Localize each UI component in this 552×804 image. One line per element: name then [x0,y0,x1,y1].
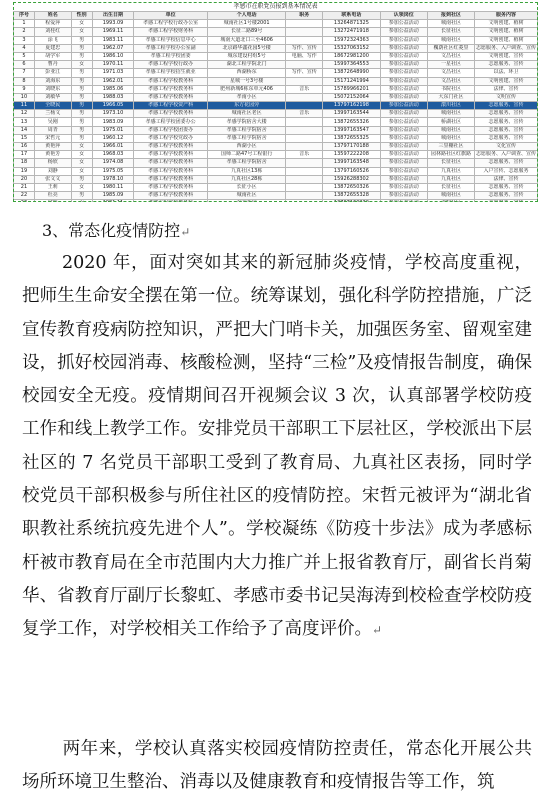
table-row [14,93,538,101]
table-cell: 澴川社区 [427,102,474,110]
table-cell: 刘桂红 [34,28,71,36]
table-row [14,200,538,202]
table-cell: 孝感工程学校财务科 [134,28,207,36]
table-row [14,28,538,36]
table-cell: 文明创建、宣传 [475,52,538,60]
table-cell [286,118,323,126]
table-cell: 孝感工程学校办公室副 [134,44,207,52]
table-cell: 湖北工程学院北门 [207,61,286,69]
table-cell [475,200,538,202]
table-cell: 男 [71,93,92,101]
table-cell: 文昌社区 [427,77,474,85]
table-cell: 15972324363 [323,36,381,44]
table-cell: 参加公益活动 [380,110,427,118]
table-cell: 13797162198 [323,102,381,110]
table-cell: 志愿服务、入户调查、宣传 [476,151,537,158]
table-cell: 13 [14,118,35,126]
table-cell: 刘海东 [34,77,71,85]
table-cell: 15 [14,134,35,142]
table-cell: 城南社区 [427,126,474,134]
table-cell: 15072152064 [323,93,381,101]
table-row [14,61,538,69]
table-cell: 1983.11 [92,36,134,44]
table-cell: 男 [71,52,92,60]
table-cell: 男 [71,85,92,93]
table-cell: 志愿服务、宣传 [475,102,538,110]
table-cell: 音乐 [286,151,323,159]
table-cell: 文化宣传 [475,143,538,151]
paragraph-mark: ↵ [372,623,383,638]
table-cell [286,77,323,85]
table-cell: 写作、宣传 [286,69,323,77]
table-cell: 电脑、写作 [286,52,323,60]
table-cell: 1978.10 [92,175,134,183]
table-cell [286,20,323,28]
table-cell: 1985.06 [92,85,134,93]
section-heading: 3、常态化疫情防控↵ [42,221,191,240]
table-cell [286,134,323,142]
table-cell: 15789966201 [323,85,381,93]
table-cell: 参加公益活动 [380,192,427,200]
table-cell: 18 [14,159,35,167]
table-row [14,52,538,60]
table-row [14,69,538,77]
table-cell: 男 [71,134,92,142]
table-cell: 1975.05 [92,167,134,175]
table-cell: 1993.09 [92,20,134,28]
table-cell: 孝感工程学校教务科 [134,192,207,200]
table-cell: 1980.11 [92,183,134,191]
table-cell: 写作、宣传 [286,44,323,52]
table-cell [286,61,323,69]
table-header-row [14,12,538,20]
table-cell: 男 [71,44,92,52]
table-cell: 男 [71,69,92,77]
table-cell: 1962.01 [92,77,134,85]
table-cell: 1975.01 [92,126,134,134]
table-cell: 志愿服务、入户调查、宣传 [476,44,537,51]
table-cell: 孝感工程学校行政办公室 [134,20,207,28]
table-cell: 13872655328 [323,192,381,200]
paragraph-1: 2020 年，面对突如其来的新冠肺炎疫情，学校高度重视，把师生生命安全摆在第一位。统筹谋划，强化科学防控措施，广泛宣传教育疫病防控知识，严把大门哨卡关，加强医务室、留观室建设，抓好校园消毒、核酸检测，坚持“三检”及疫情报告制度，确保校园安全无疫。疫情期间召开视频会议 3 次，认真部署学校防疫工作和线上教学工作。安排党员干部职工下层社区，学校派出下层社区的 7 名党员干部职工受到了教育局、九真社区表扬，同时学校党员干部积极参与所住社区的疫情防控。宋哲元被评为“湖北省职教社系统抗疫先进个人”。学校凝练《防疫十步法》成为孝感标杆被市教育局在全市范围内大力推广并上报省教育厅，副省长肖菊华、省教育厅副厅长黎虹、孝感市委书记吴海涛到校检查学校防疫复学工作，对学校相关工作给予了高度评价。↵ [22,253,532,640]
table-cell [286,159,323,167]
table-row [14,159,538,167]
table-cell: 13597222208 [323,151,381,159]
column-header: 单位 [134,12,207,20]
table-cell: 王莉 [34,183,71,191]
table-cell: 文明创建、植树 [475,20,538,28]
table-cell: 13797170188 [323,143,381,151]
table-row [14,134,538,142]
table-cell: 全晓民 [34,102,71,110]
table-cell: 九真社区 [427,167,474,175]
table-cell: 孝感工程学校教务科 [134,93,207,101]
column-header: 联系电话 [323,12,381,20]
table-cell: 1986.10 [92,52,134,60]
table-cell: 园林路社区红旗路 [427,151,474,159]
table-cell: 参加公益活动 [380,126,427,134]
table-cell: 19 [14,167,35,175]
table-cell: 志愿服务、宣传 [475,183,538,191]
table-cell: 1974.08 [92,159,134,167]
table-cell: 九真社区28栋 [207,175,286,183]
column-header: 出生日期 [92,12,134,20]
table-cell: 参加公益活动 [380,175,427,183]
table-cell [286,167,323,175]
table-cell: 女 [71,61,92,69]
table-cell: 胡学军 [34,52,71,60]
table-cell: 孝感工程学校信息中心 [134,36,207,44]
table-row [14,126,538,134]
table-cell: 13997163548 [323,159,381,167]
table-cell: 音乐 [286,85,323,93]
table-cell: 城南社区 [427,110,474,118]
table-cell: 志愿服务、宣传 [475,159,538,167]
column-header: 个人电话 [207,12,286,20]
table-cell: 大东门社区 [427,93,474,101]
table-cell: 孝感工程学校教务科 [134,151,207,159]
table-row [14,192,538,200]
table-cell: 女 [71,151,92,159]
table-cell: 参加公益活动 [380,167,427,175]
table-cell: 15171241994 [323,77,381,85]
table-row [14,110,538,118]
table-cell: 肥州新城6栋东单元406 [207,85,286,93]
table-cell: 参加公益活动 [380,69,427,77]
table-cell: 13272471918 [323,28,381,36]
table-cell: 曹丹 [34,61,71,69]
table-cell: 男 [71,77,92,85]
table-cell: 男 [71,36,92,44]
table-cell [286,126,323,134]
table-cell: 三里棚社区 [427,143,474,151]
table-cell: 16 [14,143,35,151]
table-cell: 女 [71,28,92,36]
table-cell: 兰杨文 [34,110,71,118]
table-row [14,44,538,52]
table-row [14,118,538,126]
table-cell: 城南社区 [427,36,474,44]
table-cell: 13997163547 [323,126,381,134]
table-cell: 文明创建、植树 [475,36,538,44]
table-cell: 孝感工程学校教务科 [134,77,207,85]
table-cell: 女 [71,159,92,167]
table-cell: 一星社区 [427,61,474,69]
table-cell: 音乐 [286,110,323,118]
table-cell: 文昌社区 [427,52,474,60]
table-cell: 1970.11 [92,61,134,69]
table-cell: 槐荫社区红菱里 [427,44,474,52]
table-cell: 参加公益活动 [380,134,427,142]
column-header: 序号 [14,12,35,20]
table-cell: 黄艳芳 [34,151,71,159]
table-cell: 城南社区1号楼2001 [207,20,286,28]
table-cell: 22 [14,192,35,200]
table-cell: 4 [14,44,35,52]
paragraph-mark: ↵ [180,225,191,239]
table-cell: 1966.01 [92,143,134,151]
table-cell: 程爱萍 [34,20,71,28]
table-cell: 刘晓东 [34,85,71,93]
table-cell: 星城一号3号楼 [207,77,286,85]
table-cell: 孝感工程学校团委 [134,52,207,60]
table-cell: 孝感工程学校教务科 [134,175,207,183]
table-cell: 参加公益活动 [380,102,427,110]
table-cell: 文明宣传 [475,93,538,101]
table-cell: 6 [14,61,35,69]
table-cell [286,183,323,191]
table-cell: 孝感工程学校团委办 [134,126,207,134]
column-header: 性别 [71,12,92,20]
embedded-spreadsheet-image [13,2,538,202]
table-cell: 孝感工程学校招生就业 [134,69,207,77]
table-cell [286,200,323,202]
table-cell: 参加公益活动 [380,93,427,101]
table-row [14,77,538,85]
table-cell: 14 [14,126,35,134]
table-cell: 城南社区老区 [207,110,286,118]
table-cell: 12 [14,110,35,118]
table-cell [286,102,323,110]
column-header: 报到社区 [427,12,474,20]
table-cell: 吴刚 [34,118,71,126]
column-header: 服务内容 [475,12,538,20]
table-row [14,183,538,191]
table-cell: 入户宣传、志愿服务 [475,167,538,175]
table-cell: 志愿服务、宣传 [475,110,538,118]
table-cell: 1966.05 [92,102,134,110]
table-cell: 志愿服务、宣传 [475,118,538,126]
table-cell: 参加公益活动 [380,77,427,85]
table-cell: 10 [14,93,35,101]
table-cell: 8 [14,77,35,85]
table-cell: 志愿服务、宣传 [475,126,538,134]
table-cell: 文昌社区 [427,69,474,77]
party-member-table [13,11,538,202]
table-cell [323,200,381,202]
table-cell: 国师二路47号工程银行 [207,151,286,159]
table-cell: 九真社区13栋 [207,167,286,175]
table-cell: 1971.03 [92,69,134,77]
table-cell: 1 [14,20,35,28]
table-cell: 孝感学院宿舍大楼 [207,118,286,126]
column-header: 认领岗位 [380,12,427,20]
table-cell: 刘静 [34,167,71,175]
column-header: 姓名 [34,12,71,20]
table-cell: 桥湖社区 [427,118,474,126]
table-cell: 男 [71,102,92,110]
table-cell: 18672981200 [323,52,381,60]
table-cell: 13264871325 [323,20,381,28]
table-cell: 15997364553 [323,61,381,69]
table-cell: 参加公益活动 [380,143,427,151]
table-cell: 参加公益活动 [380,36,427,44]
table-cell: 9 [14,85,35,93]
table-cell: 女 [71,167,92,175]
table-cell: 杨欣 [34,159,71,167]
table-cell: 11 [14,102,35,110]
table-cell: 西湖小区 [207,143,286,151]
table-cell: 参加公益活动 [380,151,427,159]
table-cell: 7 [14,69,35,77]
table-cell: 城东建设村组5号 [207,52,286,60]
table-cell: 法律、宣传 [475,85,538,93]
table-cell: 男 [71,175,92,183]
table-cell [286,36,323,44]
table-cell: 男 [71,110,92,118]
table-row [14,175,538,183]
table-cell: 17 [14,151,35,159]
table-cell: 志愿服务、宣传 [475,134,538,142]
table-cell: 城南社区 [207,192,286,200]
sheet-title: 孝感市在职党员报到基本情况表 [233,3,318,10]
table-cell: 城南大道北口三至4606 [207,36,286,44]
table-cell: 长征二路89号 [207,28,286,36]
table-cell: 长征社区 [427,159,474,167]
table-row [14,36,538,44]
table-cell: 男 [71,126,92,134]
table-cell: 参加公益活动 [380,28,427,36]
table-cell: 男 [71,118,92,126]
table-cell: 志愿服务、宣传 [475,192,538,200]
table-cell: 孝感工程学校教务科 [134,159,207,167]
table-cell: 13872655325 [323,134,381,142]
table-row [14,143,538,151]
table-cell: 孝感工程学校行政办 [134,61,207,69]
table-cell: 1988.03 [92,93,134,101]
table-cell [207,200,286,202]
table-cell: 孝感工程学校教务科 [134,167,207,175]
table-cell: 孝感工程学院宿舍 [207,159,286,167]
table-row [14,85,538,93]
table-cell: 15327063152 [323,44,381,52]
table-cell: 城南社区 [427,134,474,142]
table-cell: 参加公益活动 [380,20,427,28]
table-cell: 孝感工程学院宿舍 [207,126,286,134]
table-cell: 法律、宣传 [475,175,538,183]
table-cell: 1960.12 [92,134,134,142]
table-row [14,20,538,28]
table-cell: 孝感工程学校教务科 [134,143,207,151]
table-cell: 女 [71,183,92,191]
table-cell: 北京路华鑫花园5号楼 [207,44,286,52]
table-cell: 孝南小区 [207,93,286,101]
table-cell: 5 [14,52,35,60]
table-cell: 孝感工程学校教务科 [134,110,207,118]
table-cell: 孝感工程学院宿舍 [207,134,286,142]
table-cell [71,200,92,202]
table-cell: 长征社区 [427,28,474,36]
table-cell: 男 [71,192,92,200]
table-cell: 城南社区 [427,192,474,200]
table-cell: 东方花园旁 [207,102,286,110]
table-cell: 1973.10 [92,110,134,118]
paragraph-2: 两年来，学校认真落实校园疫情防控责任，常态化开展公共场所环境卫生整治、消毒以及健康教育和疫情报告等工作，筑 [22,739,532,793]
table-cell: 张文文 [34,175,71,183]
table-cell: 参加公益活动 [380,52,427,60]
table-cell: 孝感工程学校资产科 [134,102,207,110]
table-cell [286,175,323,183]
table-cell: 15926288302 [323,175,381,183]
table-cell [286,143,323,151]
table-cell: 城南社区 [427,20,474,28]
table-cell: 志愿服务、宣传 [475,61,538,69]
table-cell [92,200,134,202]
table-cell: 孝感工程学校团委办公 [134,118,207,126]
table-cell: 13997163544 [323,110,381,118]
table-cell: 黄艳萍 [34,143,71,151]
table-cell: 长征小区 [207,183,286,191]
table-cell: 九真社区 [427,175,474,183]
table-cell [427,200,474,202]
table-cell: 女 [71,143,92,151]
table-cell: 西湖桥东 [207,69,286,77]
table-cell: 1969.11 [92,28,134,36]
table-cell: 以法、环卫 [475,69,538,77]
table-cell: 孝感工程学校教务科 [134,85,207,93]
table-cell: 参加公益活动 [380,118,427,126]
column-header: 职务 [286,12,323,20]
table-cell: 宋哲元 [34,134,71,142]
table-cell [286,28,323,36]
table-cell: 周青 [34,126,71,134]
table-cell: 1985.09 [92,192,134,200]
table-cell: 参加公益活动 [380,183,427,191]
table-row [14,102,538,110]
table-cell: 刘敏华 [34,93,71,101]
table-cell: 孝感工程学校党政办 [134,134,207,142]
table-cell: 女 [71,20,92,28]
table-cell: 1983.09 [92,118,134,126]
table-cell: 参加公益活动 [380,85,427,93]
table-cell: 13797160526 [323,167,381,175]
table-cell [134,200,207,202]
table-cell: 文明创建、植树 [475,28,538,36]
table-cell: 21 [14,183,35,191]
table-cell: 20 [14,175,35,183]
table-cell: 书院社区 [427,85,474,93]
table-cell: 2 [14,28,35,36]
table-cell: 13872650326 [323,183,381,191]
table-cell: 参加公益活动 [380,61,427,69]
table-cell: 杜亮 [34,192,71,200]
table-cell [286,93,323,101]
table-cell: 参加公益活动 [380,159,427,167]
table-cell: 涂飞 [34,36,71,44]
table-cell: 彭亚江 [34,69,71,77]
table-cell: 文明创建、宣传 [475,77,538,85]
table-cell: 孝感工程学校教务科 [134,183,207,191]
table-cell: 1968.03 [92,151,134,159]
table-cell: 13872655326 [323,118,381,126]
table-row [14,167,538,175]
table-cell: 夏建忠 [34,44,71,52]
table-cell: 长征社区 [427,183,474,191]
table-cell [34,200,71,202]
table-cell: 3 [14,36,35,44]
table-row [14,151,538,159]
table-cell: 13872648990 [323,69,381,77]
table-cell [380,200,427,202]
table-cell [286,192,323,200]
table-cell [14,200,35,202]
table-cell: 1962.07 [92,44,134,52]
table-cell: 参加公益活动 [380,44,427,52]
